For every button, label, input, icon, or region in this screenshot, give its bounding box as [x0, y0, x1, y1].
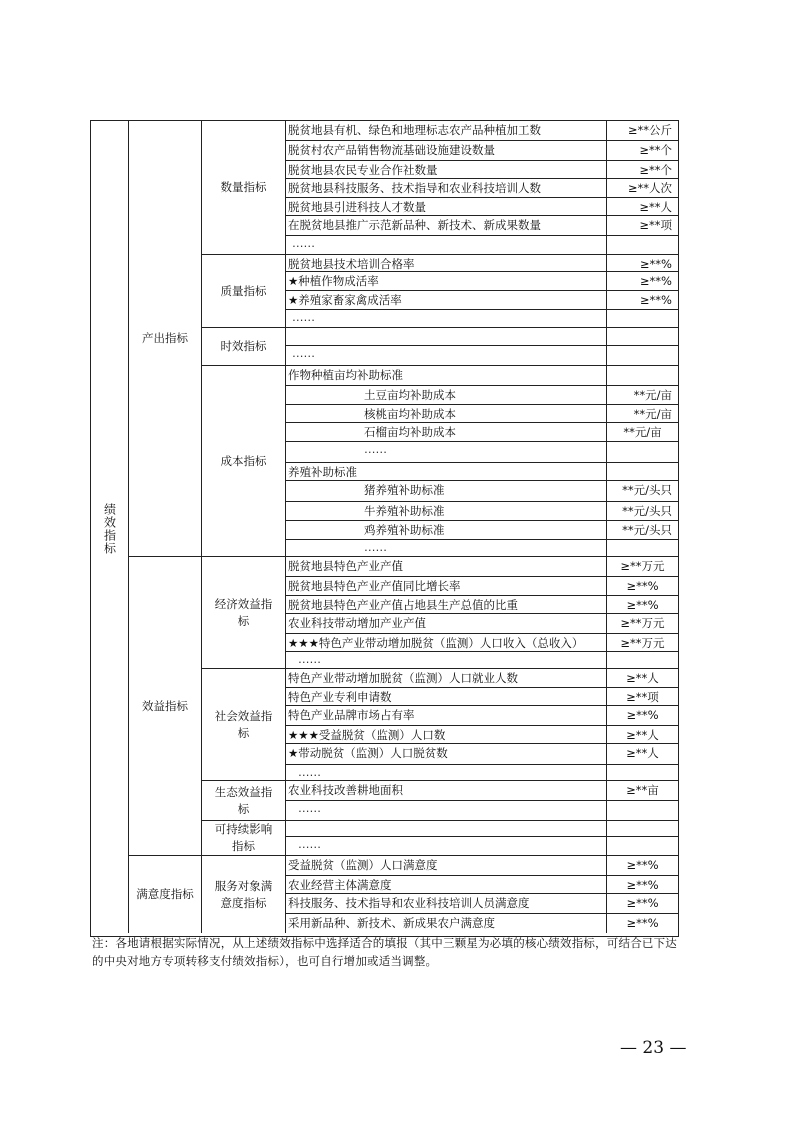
indicator-item: 脱贫村农产品销售物流基础设施建设数量: [285, 140, 606, 160]
level2-indicator-cell: 产出指标: [128, 120, 201, 556]
indicator-value: ≥**个: [606, 160, 679, 178]
indicator-value: [606, 345, 679, 365]
level2-indicator-cell: 效益指标: [128, 556, 201, 855]
level3-indicator-cell: 服务对象满意度指标: [201, 855, 285, 933]
indicator-value: [606, 539, 679, 556]
indicator-item: 科技服务、技术指导和农业科技培训人员满意度: [285, 893, 606, 913]
level3-indicator-cell: 数量指标: [201, 120, 285, 254]
indicator-item: 核桃亩均补助成本: [285, 404, 606, 422]
indicator-value: [606, 235, 679, 254]
indicator-item: ……: [285, 800, 606, 820]
indicator-item: ……: [285, 764, 606, 780]
indicator-value: ≥**%: [606, 271, 679, 290]
indicator-item: 受益脱贫（监测）人口满意度: [285, 855, 606, 875]
level3-indicator-cell: 经济效益指标: [201, 556, 285, 668]
indicator-value: [606, 365, 679, 385]
indicator-item: ★★★受益脱贫（监测）人口数: [285, 725, 606, 743]
indicator-value: ≥**项: [606, 215, 679, 235]
indicator-value: ≥**%: [606, 855, 679, 875]
indicator-item: 特色产业带动增加脱贫（监测）人口就业人数: [285, 668, 606, 687]
indicator-value: ≥**%: [606, 705, 679, 725]
indicator-value: ≥**万元: [606, 613, 679, 633]
level3-indicator-cell: 质量指标: [201, 254, 285, 327]
indicator-value: **元/亩: [606, 385, 679, 404]
indicator-value: **元/亩: [606, 404, 679, 422]
indicator-item: 农业经营主体满意度: [285, 875, 606, 893]
indicator-item: 脱贫地县特色产业产值同比增长率: [285, 576, 606, 595]
indicator-value: [606, 820, 679, 836]
indicator-value: [606, 800, 679, 820]
performance-indicator-table: [90, 120, 679, 936]
indicator-value: ≥**万元: [606, 556, 679, 576]
indicator-value: ≥**%: [606, 913, 679, 933]
indicator-item: 脱贫地县特色产业产值: [285, 556, 606, 576]
indicator-value: ≥**人: [606, 668, 679, 687]
indicator-value: ≥**%: [606, 290, 679, 309]
indicator-value: ≥**%: [606, 875, 679, 893]
indicator-value: [606, 836, 679, 855]
indicator-item: 鸡养殖补助标准: [285, 520, 606, 539]
indicator-value: **元/头只: [606, 520, 679, 539]
indicator-value: ≥**人: [606, 725, 679, 743]
level2-indicator-cell: 满意度指标: [128, 855, 201, 933]
indicator-item: 在脱贫地县推广示范新品种、新技术、新成果数量: [285, 215, 606, 235]
level3-indicator-cell: 时效指标: [201, 327, 285, 365]
level3-indicator-cell: 可持续影响指标: [201, 820, 285, 855]
indicator-item: 采用新品种、新技术、新成果农户满意度: [285, 913, 606, 933]
level1-label: 绩效指标: [102, 502, 117, 555]
indicator-item: 特色产业专利申请数: [285, 687, 606, 705]
indicator-item: 脱贫地县农民专业合作社数量: [285, 160, 606, 178]
indicator-value: ≥**%: [606, 595, 679, 613]
indicator-item: ……: [285, 441, 606, 462]
indicator-item: ……: [285, 651, 606, 668]
indicator-value: [606, 651, 679, 668]
indicator-value: ≥**人次: [606, 178, 679, 197]
indicator-value: ≥**个: [606, 140, 679, 160]
indicator-value: ≥**亩: [606, 780, 679, 800]
indicator-item: 脱贫地县引进科技人才数量: [285, 197, 606, 215]
indicator-item: 养殖补助标准: [285, 462, 606, 480]
indicator-value: ≥**%: [606, 576, 679, 595]
indicator-item: ……: [285, 235, 606, 254]
indicator-item: [285, 327, 606, 345]
indicator-value: [606, 309, 679, 327]
indicator-item: 脱贫地县有机、绿色和地理标志农产品种植加工数: [285, 120, 606, 140]
indicator-value: ≥**万元: [606, 633, 679, 651]
level3-indicator-cell: 生态效益指标: [201, 780, 285, 820]
indicator-value: **元/亩: [606, 422, 679, 441]
indicator-value: **元/头只: [606, 501, 679, 520]
level3-indicator-cell: 成本指标: [201, 365, 285, 556]
indicator-item: ★带动脱贫（监测）人口脱贫数: [285, 743, 606, 764]
indicator-item: ★★★特色产业带动增加脱贫（监测）人口收入（总收入）: [285, 633, 606, 651]
indicator-item: 牛养殖补助标准: [285, 501, 606, 520]
indicator-value: ≥**%: [606, 254, 679, 271]
indicator-value: ≥**人: [606, 197, 679, 215]
level1-indicator-cell: [90, 120, 128, 936]
indicator-item: 脱贫地县技术培训合格率: [285, 254, 606, 271]
indicator-value: [606, 441, 679, 462]
indicator-item: ★养殖家畜家禽成活率: [285, 290, 606, 309]
indicator-value: ≥**公斤: [606, 120, 679, 140]
level3-indicator-cell: 社会效益指标: [201, 668, 285, 780]
indicator-item: 特色产业品牌市场占有率: [285, 705, 606, 725]
indicator-value: ≥**项: [606, 687, 679, 705]
indicator-item: 石榴亩均补助成本: [285, 422, 606, 441]
indicator-item: ……: [285, 539, 606, 556]
page-number: — 23 —: [620, 1038, 687, 1058]
table-right-border: [678, 120, 679, 936]
indicator-item: ……: [285, 309, 606, 327]
indicator-item: 脱贫地县特色产业产值占地县生产总值的比重: [285, 595, 606, 613]
indicator-item: ★种植作物成活率: [285, 271, 606, 290]
indicator-item: 土豆亩均补助成本: [285, 385, 606, 404]
indicator-item: 农业科技改善耕地面积: [285, 780, 606, 800]
indicator-item: 作物种植亩均补助标准: [285, 365, 606, 385]
indicator-value: ≥**%: [606, 893, 679, 913]
indicator-item: 猪养殖补助标准: [285, 480, 606, 501]
indicator-value: **元/头只: [606, 480, 679, 501]
indicator-value: [606, 462, 679, 480]
indicator-item: ……: [285, 836, 606, 855]
indicator-value: [606, 764, 679, 780]
indicator-item: 脱贫地县科技服务、技术指导和农业科技培训人数: [285, 178, 606, 197]
indicator-item: 农业科技带动增加产业产值: [285, 613, 606, 633]
indicator-value: [606, 327, 679, 345]
table-footnote: 注：各地请根据实际情况，从上述绩效指标中选择适合的填报（其中三颗星为必填的核心绩效指标，可结合已下达的中央对地方专项转移支付绩效指标），也可自行增加或适当调整。: [92, 936, 677, 968]
indicator-item: ……: [285, 345, 606, 365]
indicator-value: ≥**人: [606, 743, 679, 764]
indicator-item: [285, 820, 606, 836]
